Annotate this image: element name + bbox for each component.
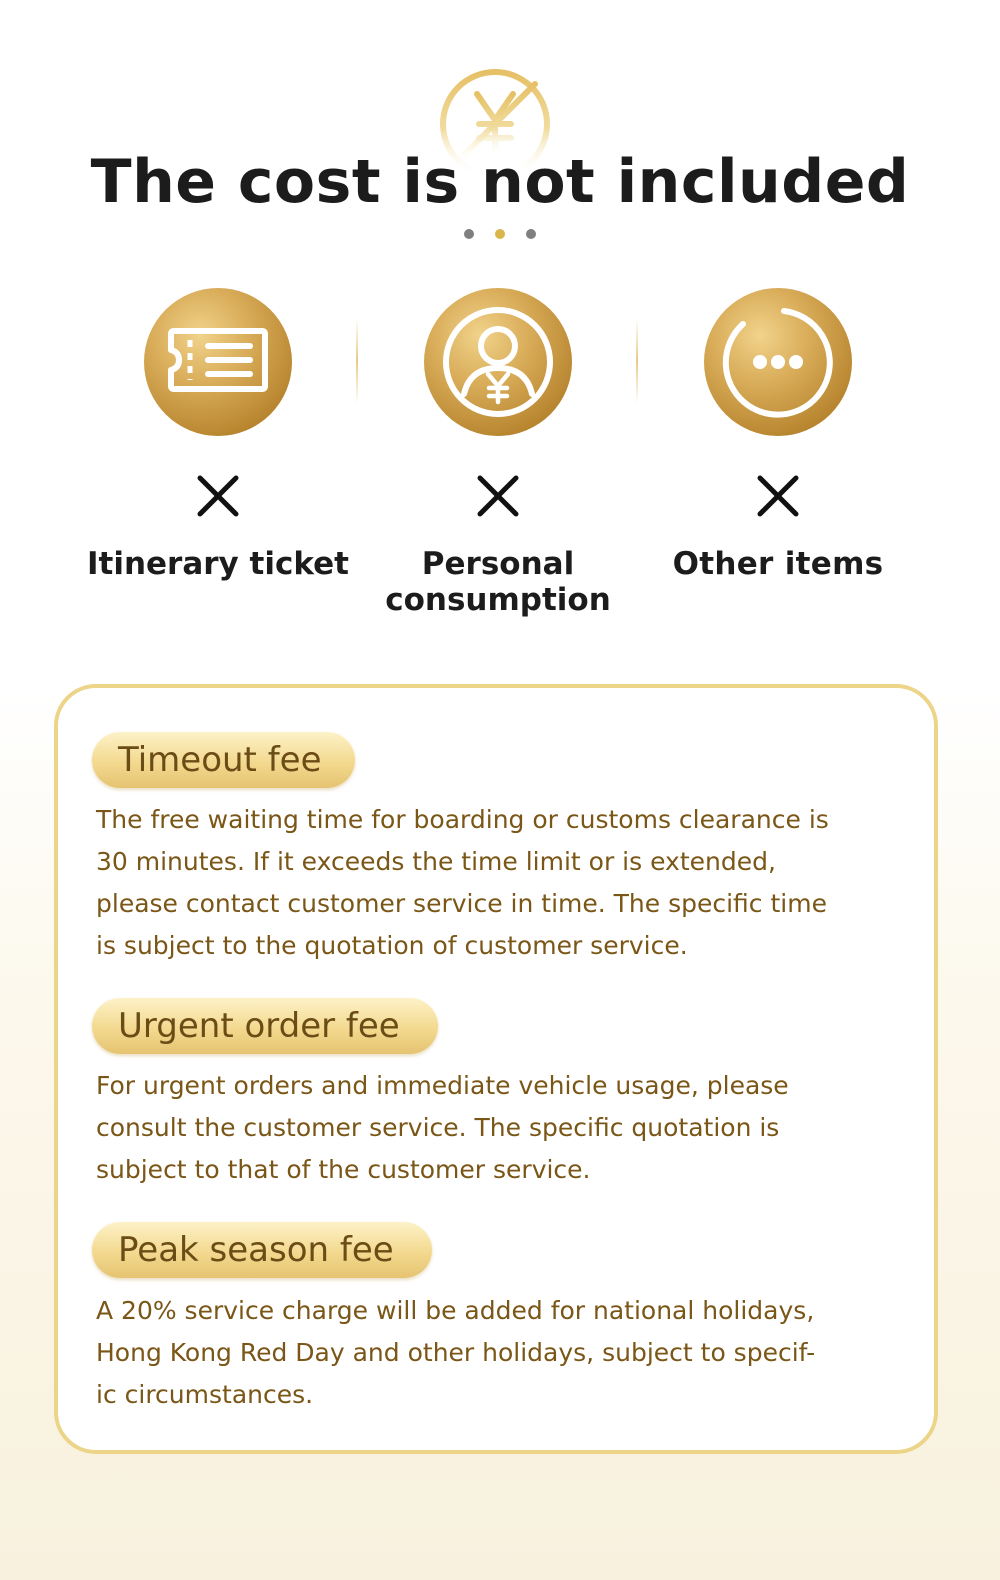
item-label <box>348 546 648 618</box>
more-dots-icon <box>704 288 852 436</box>
fee-description-urgent-order <box>96 1065 908 1191</box>
person-yen-icon <box>424 288 572 436</box>
fee-title-peak-season: Peak season fee <box>92 1222 432 1278</box>
item-label: Other items <box>672 546 884 582</box>
fee-description-line: please contact customer service in time. The specific time <box>96 889 827 918</box>
fee-description-line: 30 minutes. If it exceeds the time limit or is extended, <box>96 847 776 876</box>
ticket-icon <box>144 288 292 436</box>
fee-description-line: For urgent orders and immediate vehicle usage, please <box>96 1071 789 1100</box>
pagination-dot-active[interactable] <box>495 229 505 239</box>
cross-icon <box>474 472 522 520</box>
fee-description-timeout <box>96 799 908 967</box>
excluded-item-itinerary-ticket <box>68 288 368 582</box>
fee-description-line: The free waiting time for boarding or customs clearance is <box>96 805 829 834</box>
fee-description-peak-season <box>96 1290 908 1416</box>
item-label: Itinerary ticket <box>86 546 350 582</box>
excluded-item-other-items <box>628 288 928 582</box>
pagination-dot[interactable] <box>464 229 474 239</box>
fee-title-urgent-order: Urgent order fee <box>92 998 438 1054</box>
item-label-line: consumption <box>385 582 611 618</box>
cross-icon <box>194 472 242 520</box>
fee-description-line: A 20% service charge will be added for national holidays, <box>96 1296 815 1325</box>
fee-description-line: subject to that of the customer service. <box>96 1155 591 1184</box>
cross-icon <box>754 472 802 520</box>
fee-description-line: is subject to the quotation of customer service. <box>96 931 688 960</box>
fee-description-line: Hong Kong Red Day and other holidays, subject to specif- <box>96 1338 816 1367</box>
pagination-dots <box>0 229 1000 241</box>
pagination-dot[interactable] <box>526 229 536 239</box>
fee-title-timeout: Timeout fee <box>92 732 355 788</box>
item-label-line: Personal <box>421 546 575 582</box>
excluded-item-personal-consumption <box>348 288 648 618</box>
fee-description-line: consult the customer service. The specific quotation is <box>96 1113 780 1142</box>
page-title: The cost is not included <box>90 147 910 217</box>
fee-description-line: ic circumstances. <box>96 1380 314 1409</box>
